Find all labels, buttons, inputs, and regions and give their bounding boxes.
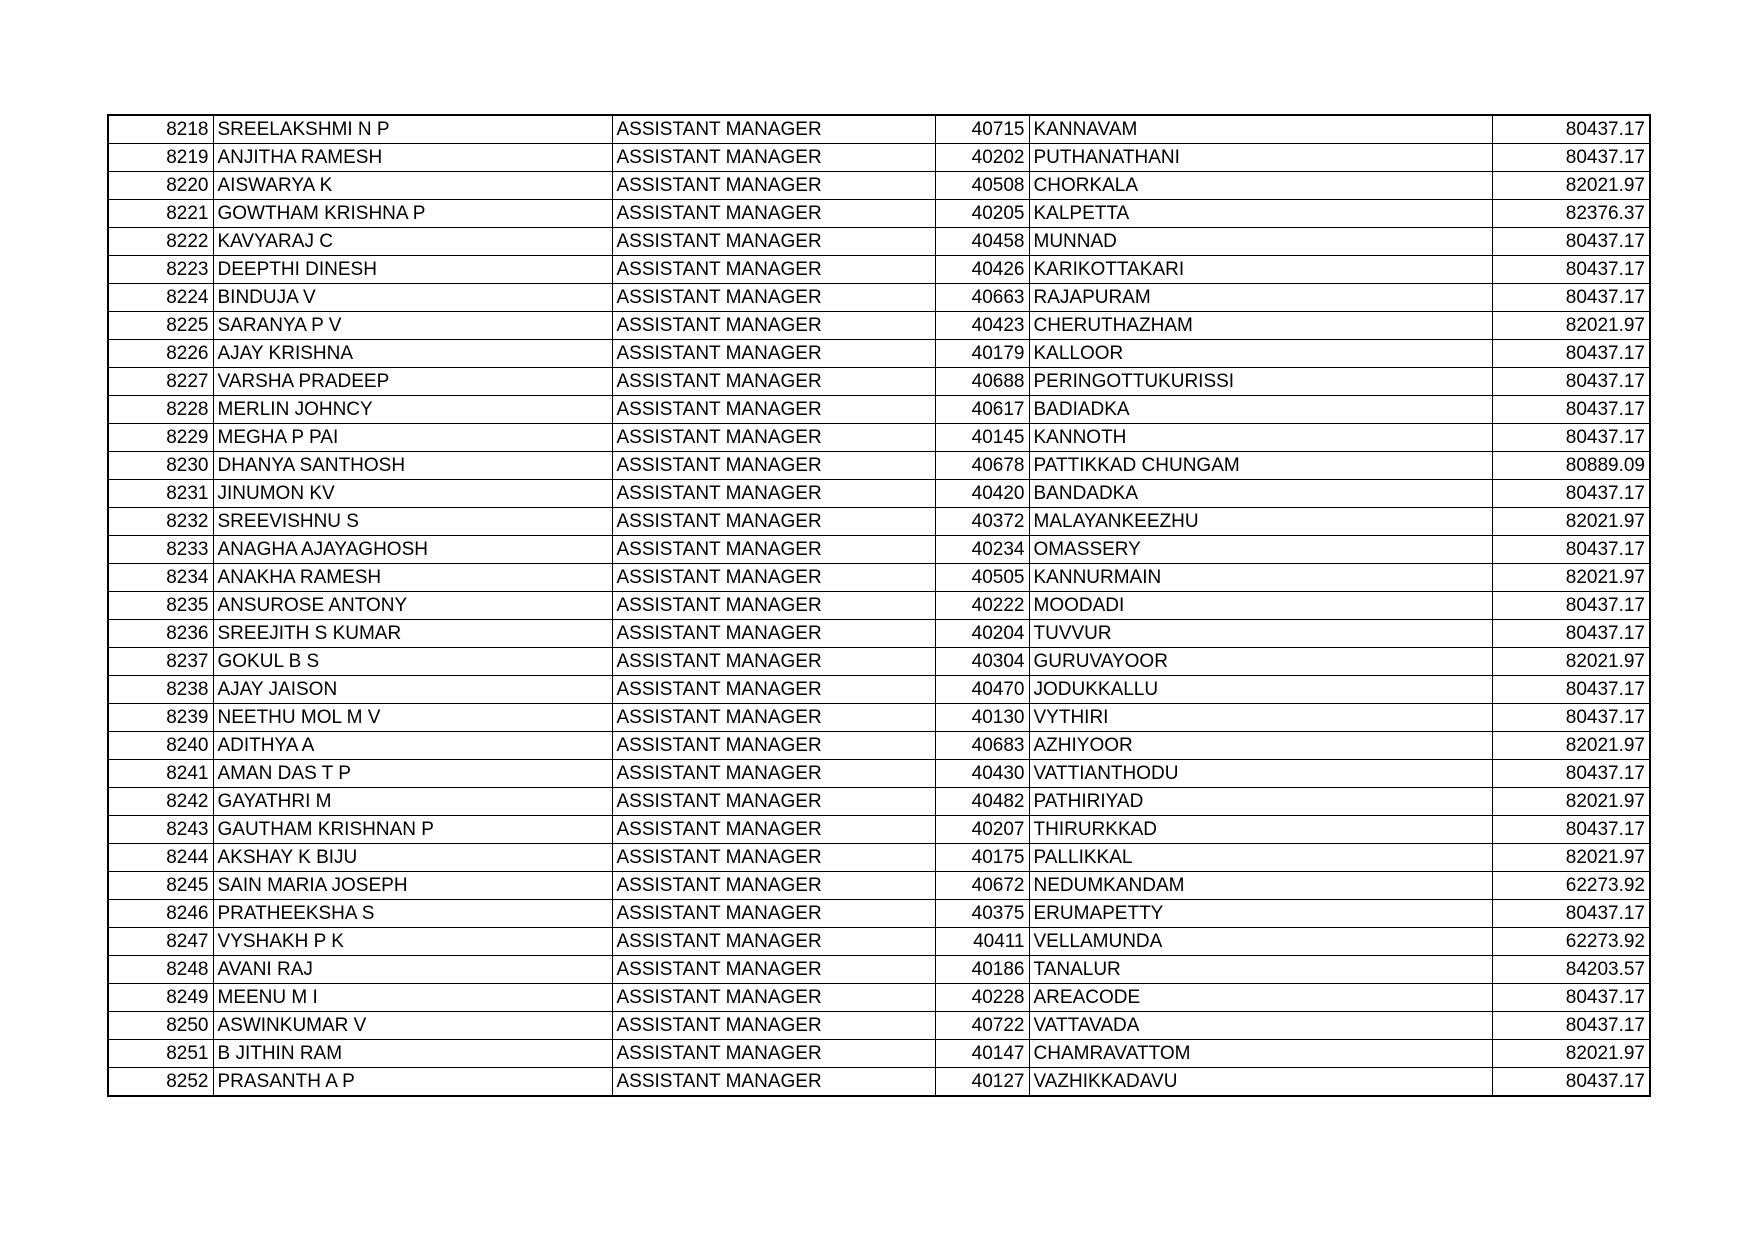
table-row [108,536,1650,564]
amount-cell: 80437.17 [1492,676,1650,704]
serial-number-cell: 8221 [108,200,213,228]
serial-number-cell: 8219 [108,144,213,172]
branch-code-cell: 40202 [935,144,1029,172]
branch-name-cell: THIRURKKAD [1029,816,1492,844]
branch-code-cell: 40458 [935,228,1029,256]
name-cell: GAYATHRI M [213,788,612,816]
designation-cell: ASSISTANT MANAGER [612,788,935,816]
name-cell: DEEPTHI DINESH [213,256,612,284]
table-row [108,704,1650,732]
branch-code-cell: 40688 [935,368,1029,396]
branch-name-cell: AZHIYOOR [1029,732,1492,760]
name-cell: AVANI RAJ [213,956,612,984]
name-cell: ANSUROSE ANTONY [213,592,612,620]
table-row [108,956,1650,984]
serial-number-cell: 8222 [108,228,213,256]
name-cell: PRASANTH A P [213,1068,612,1097]
branch-name-cell: GURUVAYOOR [1029,648,1492,676]
designation-cell: ASSISTANT MANAGER [612,872,935,900]
branch-code-cell: 40505 [935,564,1029,592]
name-cell: AJAY KRISHNA [213,340,612,368]
name-cell: AKSHAY K BIJU [213,844,612,872]
name-cell: DHANYA SANTHOSH [213,452,612,480]
branch-code-cell: 40175 [935,844,1029,872]
amount-cell: 62273.92 [1492,928,1650,956]
name-cell: VYSHAKH P K [213,928,612,956]
amount-cell: 80437.17 [1492,424,1650,452]
amount-cell: 80437.17 [1492,592,1650,620]
name-cell: AMAN DAS T P [213,760,612,788]
serial-number-cell: 8228 [108,396,213,424]
amount-cell: 80437.17 [1492,396,1650,424]
amount-cell: 80437.17 [1492,480,1650,508]
name-cell: MEENU M I [213,984,612,1012]
branch-code-cell: 40222 [935,592,1029,620]
designation-cell: ASSISTANT MANAGER [612,564,935,592]
table-row [108,340,1650,368]
branch-name-cell: AREACODE [1029,984,1492,1012]
name-cell: AISWARYA K [213,172,612,200]
amount-cell: 80437.17 [1492,760,1650,788]
branch-name-cell: KANNOTH [1029,424,1492,452]
designation-cell: ASSISTANT MANAGER [612,648,935,676]
name-cell: MERLIN JOHNCY [213,396,612,424]
amount-cell: 80437.17 [1492,704,1650,732]
table-row [108,1068,1650,1097]
branch-name-cell: KARIKOTTAKARI [1029,256,1492,284]
branch-code-cell: 40145 [935,424,1029,452]
designation-cell: ASSISTANT MANAGER [612,1040,935,1068]
designation-cell: ASSISTANT MANAGER [612,536,935,564]
designation-cell: ASSISTANT MANAGER [612,368,935,396]
serial-number-cell: 8246 [108,900,213,928]
name-cell: GAUTHAM KRISHNAN P [213,816,612,844]
serial-number-cell: 8229 [108,424,213,452]
branch-name-cell: TUVVUR [1029,620,1492,648]
table-row [108,396,1650,424]
amount-cell: 62273.92 [1492,872,1650,900]
table-row [108,928,1650,956]
table-row [108,732,1650,760]
name-cell: B JITHIN RAM [213,1040,612,1068]
branch-code-cell: 40683 [935,732,1029,760]
amount-cell: 80437.17 [1492,284,1650,312]
serial-number-cell: 8218 [108,115,213,144]
designation-cell: ASSISTANT MANAGER [612,340,935,368]
branch-code-cell: 40617 [935,396,1029,424]
branch-code-cell: 40186 [935,956,1029,984]
branch-name-cell: KANNURMAIN [1029,564,1492,592]
branch-name-cell: VATTAVADA [1029,1012,1492,1040]
branch-code-cell: 40420 [935,480,1029,508]
designation-cell: ASSISTANT MANAGER [612,928,935,956]
table-row [108,1012,1650,1040]
table-row [108,760,1650,788]
branch-code-cell: 40127 [935,1068,1029,1097]
serial-number-cell: 8220 [108,172,213,200]
name-cell: ANAGHA AJAYAGHOSH [213,536,612,564]
branch-code-cell: 40372 [935,508,1029,536]
branch-code-cell: 40204 [935,620,1029,648]
branch-code-cell: 40470 [935,676,1029,704]
branch-name-cell: RAJAPURAM [1029,284,1492,312]
table-row [108,368,1650,396]
table-row [108,872,1650,900]
branch-code-cell: 40426 [935,256,1029,284]
table-row [108,452,1650,480]
designation-cell: ASSISTANT MANAGER [612,452,935,480]
name-cell: GOKUL B S [213,648,612,676]
amount-cell: 80437.17 [1492,1012,1650,1040]
designation-cell: ASSISTANT MANAGER [612,704,935,732]
serial-number-cell: 8223 [108,256,213,284]
designation-cell: ASSISTANT MANAGER [612,592,935,620]
designation-cell: ASSISTANT MANAGER [612,732,935,760]
designation-cell: ASSISTANT MANAGER [612,1012,935,1040]
branch-name-cell: PALLIKKAL [1029,844,1492,872]
name-cell: ANJITHA RAMESH [213,144,612,172]
branch-code-cell: 40663 [935,284,1029,312]
designation-cell: ASSISTANT MANAGER [612,956,935,984]
amount-cell: 80437.17 [1492,536,1650,564]
branch-name-cell: VAZHIKKADAVU [1029,1068,1492,1097]
serial-number-cell: 8243 [108,816,213,844]
serial-number-cell: 8248 [108,956,213,984]
amount-cell: 82021.97 [1492,1040,1650,1068]
amount-cell: 82021.97 [1492,508,1650,536]
table-row [108,312,1650,340]
table-row [108,900,1650,928]
branch-code-cell: 40375 [935,900,1029,928]
serial-number-cell: 8242 [108,788,213,816]
amount-cell: 80437.17 [1492,144,1650,172]
designation-cell: ASSISTANT MANAGER [612,508,935,536]
serial-number-cell: 8244 [108,844,213,872]
name-cell: SREELAKSHMI N P [213,115,612,144]
serial-number-cell: 8251 [108,1040,213,1068]
name-cell: SREEJITH S KUMAR [213,620,612,648]
name-cell: BINDUJA V [213,284,612,312]
amount-cell: 82021.97 [1492,312,1650,340]
branch-name-cell: CHORKALA [1029,172,1492,200]
designation-cell: ASSISTANT MANAGER [612,844,935,872]
serial-number-cell: 8227 [108,368,213,396]
designation-cell: ASSISTANT MANAGER [612,284,935,312]
branch-code-cell: 40411 [935,928,1029,956]
designation-cell: ASSISTANT MANAGER [612,676,935,704]
designation-cell: ASSISTANT MANAGER [612,256,935,284]
table-row [108,1040,1650,1068]
branch-code-cell: 40147 [935,1040,1029,1068]
designation-cell: ASSISTANT MANAGER [612,228,935,256]
serial-number-cell: 8225 [108,312,213,340]
designation-cell: ASSISTANT MANAGER [612,900,935,928]
table-row [108,228,1650,256]
designation-cell: ASSISTANT MANAGER [612,115,935,144]
designation-cell: ASSISTANT MANAGER [612,396,935,424]
amount-cell: 80437.17 [1492,340,1650,368]
table-row [108,424,1650,452]
serial-number-cell: 8250 [108,1012,213,1040]
branch-name-cell: CHAMRAVATTOM [1029,1040,1492,1068]
branch-code-cell: 40678 [935,452,1029,480]
name-cell: SARANYA P V [213,312,612,340]
table-row [108,480,1650,508]
branch-name-cell: MUNNAD [1029,228,1492,256]
serial-number-cell: 8231 [108,480,213,508]
amount-cell: 82021.97 [1492,564,1650,592]
table-row [108,564,1650,592]
branch-code-cell: 40482 [935,788,1029,816]
serial-number-cell: 8237 [108,648,213,676]
branch-name-cell: PATTIKKAD CHUNGAM [1029,452,1492,480]
table-row [108,200,1650,228]
table-row [108,844,1650,872]
branch-code-cell: 40179 [935,340,1029,368]
data-sheet [107,114,1651,1097]
amount-cell: 82021.97 [1492,732,1650,760]
branch-name-cell: NEDUMKANDAM [1029,872,1492,900]
branch-name-cell: KANNAVAM [1029,115,1492,144]
branch-name-cell: MOODADI [1029,592,1492,620]
designation-cell: ASSISTANT MANAGER [612,424,935,452]
branch-code-cell: 40715 [935,115,1029,144]
amount-cell: 80437.17 [1492,115,1650,144]
serial-number-cell: 8241 [108,760,213,788]
name-cell: VARSHA PRADEEP [213,368,612,396]
branch-name-cell: MALAYANKEEZHU [1029,508,1492,536]
name-cell: GOWTHAM KRISHNA P [213,200,612,228]
amount-cell: 80437.17 [1492,1068,1650,1097]
name-cell: NEETHU MOL M V [213,704,612,732]
serial-number-cell: 8245 [108,872,213,900]
table-row [108,816,1650,844]
branch-code-cell: 40234 [935,536,1029,564]
amount-cell: 80437.17 [1492,620,1650,648]
amount-cell: 82021.97 [1492,172,1650,200]
name-cell: ASWINKUMAR V [213,1012,612,1040]
serial-number-cell: 8232 [108,508,213,536]
amount-cell: 80437.17 [1492,368,1650,396]
amount-cell: 82021.97 [1492,648,1650,676]
table-row [108,648,1650,676]
branch-name-cell: CHERUTHAZHAM [1029,312,1492,340]
designation-cell: ASSISTANT MANAGER [612,760,935,788]
designation-cell: ASSISTANT MANAGER [612,984,935,1012]
name-cell: SREEVISHNU S [213,508,612,536]
name-cell: ADITHYA A [213,732,612,760]
branch-name-cell: KALPETTA [1029,200,1492,228]
amount-cell: 80437.17 [1492,228,1650,256]
serial-number-cell: 8238 [108,676,213,704]
amount-cell: 80437.17 [1492,984,1650,1012]
name-cell: AJAY JAISON [213,676,612,704]
name-cell: JINUMON KV [213,480,612,508]
branch-code-cell: 40130 [935,704,1029,732]
employee-table [107,114,1651,1097]
serial-number-cell: 8233 [108,536,213,564]
designation-cell: ASSISTANT MANAGER [612,172,935,200]
name-cell: ANAKHA RAMESH [213,564,612,592]
branch-code-cell: 40205 [935,200,1029,228]
serial-number-cell: 8230 [108,452,213,480]
serial-number-cell: 8249 [108,984,213,1012]
serial-number-cell: 8247 [108,928,213,956]
table-row [108,592,1650,620]
serial-number-cell: 8224 [108,284,213,312]
designation-cell: ASSISTANT MANAGER [612,1068,935,1097]
branch-name-cell: BANDADKA [1029,480,1492,508]
branch-name-cell: ERUMAPETTY [1029,900,1492,928]
name-cell: SAIN MARIA JOSEPH [213,872,612,900]
branch-name-cell: BADIADKA [1029,396,1492,424]
branch-name-cell: KALLOOR [1029,340,1492,368]
table-row [108,256,1650,284]
table-row [108,620,1650,648]
designation-cell: ASSISTANT MANAGER [612,312,935,340]
branch-code-cell: 40304 [935,648,1029,676]
branch-name-cell: VELLAMUNDA [1029,928,1492,956]
branch-code-cell: 40508 [935,172,1029,200]
serial-number-cell: 8252 [108,1068,213,1097]
branch-code-cell: 40207 [935,816,1029,844]
amount-cell: 80437.17 [1492,900,1650,928]
amount-cell: 82376.37 [1492,200,1650,228]
table-row [108,284,1650,312]
branch-code-cell: 40423 [935,312,1029,340]
table-row [108,144,1650,172]
branch-code-cell: 40228 [935,984,1029,1012]
branch-name-cell: PERINGOTTUKURISSI [1029,368,1492,396]
designation-cell: ASSISTANT MANAGER [612,144,935,172]
branch-name-cell: JODUKKALLU [1029,676,1492,704]
table-row [108,508,1650,536]
table-row [108,115,1650,144]
amount-cell: 80437.17 [1492,256,1650,284]
amount-cell: 82021.97 [1492,788,1650,816]
amount-cell: 80437.17 [1492,816,1650,844]
branch-name-cell: TANALUR [1029,956,1492,984]
branch-code-cell: 40722 [935,1012,1029,1040]
branch-name-cell: VATTIANTHODU [1029,760,1492,788]
amount-cell: 82021.97 [1492,844,1650,872]
serial-number-cell: 8239 [108,704,213,732]
serial-number-cell: 8240 [108,732,213,760]
name-cell: MEGHA P PAI [213,424,612,452]
table-row [108,984,1650,1012]
branch-name-cell: VYTHIRI [1029,704,1492,732]
name-cell: KAVYARAJ C [213,228,612,256]
designation-cell: ASSISTANT MANAGER [612,620,935,648]
branch-name-cell: PATHIRIYAD [1029,788,1492,816]
designation-cell: ASSISTANT MANAGER [612,816,935,844]
name-cell: PRATHEEKSHA S [213,900,612,928]
branch-code-cell: 40672 [935,872,1029,900]
serial-number-cell: 8235 [108,592,213,620]
amount-cell: 80889.09 [1492,452,1650,480]
branch-code-cell: 40430 [935,760,1029,788]
designation-cell: ASSISTANT MANAGER [612,480,935,508]
branch-name-cell: OMASSERY [1029,536,1492,564]
table-row [108,788,1650,816]
serial-number-cell: 8236 [108,620,213,648]
branch-name-cell: PUTHANATHANI [1029,144,1492,172]
serial-number-cell: 8234 [108,564,213,592]
table-row [108,676,1650,704]
amount-cell: 84203.57 [1492,956,1650,984]
serial-number-cell: 8226 [108,340,213,368]
table-body [108,115,1650,1096]
designation-cell: ASSISTANT MANAGER [612,200,935,228]
table-row [108,172,1650,200]
